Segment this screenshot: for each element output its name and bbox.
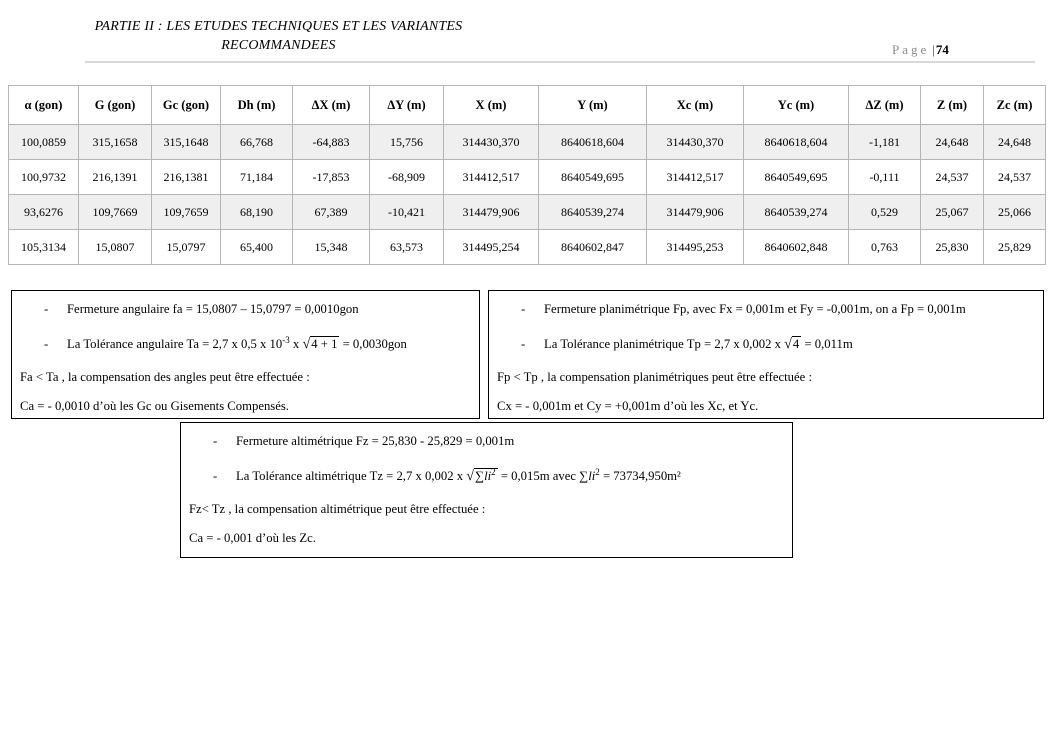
table-cell: 315,1658 [79,125,152,160]
planimetric-correction-text: Cx = - 0,001m et Cy = +0,001m d’où les Xc, et Yc. [497,399,759,413]
altimetric-correction-text: Ca = - 0,001 d’où les Zc. [189,531,316,545]
planimetric-tolerance-line [489,336,1037,353]
table-cell: 15,348 [293,230,370,265]
page-word: Page [892,42,930,57]
table-cell: -64,883 [293,125,370,160]
planimetric-closure-text: Fermeture planimétrique Fp, avec Fx = 0,001m et Fy = -0,001m, on a Fp = 0,001m [544,302,966,316]
altimetric-closure-box [180,422,793,558]
table-cell: -10,421 [370,195,444,230]
column-header: Yc (m) [744,86,849,125]
bullet-dash: - [521,337,526,351]
table-cell: -1,181 [849,125,921,160]
altimetric-tolerance-formula: La Tolérance altimétrique Tz = 2,7 x 0,002 x $√\sum li^2 = 0,015m$ avec $\sum li^2 = 73734,950m^2$ [236,466,681,484]
table-cell: 8640549,695 [539,160,647,195]
bullet-dash: - [44,337,49,351]
column-header: X (m) [444,86,539,125]
table-row [9,230,1046,265]
angular-tolerance-line [12,336,473,353]
table-cell: 216,1391 [79,160,152,195]
planimetric-compensation-text: Fp < Tp , la compensation planimétriques peut être effectuée : [497,370,812,384]
table-cell: 25,830 [921,230,984,265]
table-cell: 24,648 [984,125,1046,160]
bullet-dash: - [44,302,49,316]
exponent: 2 [595,466,600,477]
table-cell: 8640539,274 [744,195,849,230]
angular-closure-text: Fermeture angulaire fa = 15,0807 – 15,0797 = 0,0010gon [67,302,359,316]
page-number: 74 [935,42,949,57]
planimetric-closure-line [489,301,1037,318]
column-header: Dh (m) [221,86,293,125]
bullet-dash: - [213,434,218,448]
radicand: 4 + 1 [311,337,338,351]
table-body [9,125,1046,265]
table-cell: 8640618,604 [744,125,849,160]
exponent: 2 [491,466,496,477]
table-cell: 8640602,848 [744,230,849,265]
document-title-line1: PARTIE II : LES ETUDES TECHNIQUES ET LES VARIANTES [94,19,463,34]
table-cell: 100,9732 [9,160,79,195]
column-header: Y (m) [539,86,647,125]
table-cell: 314412,517 [444,160,539,195]
angular-closure-line [12,301,473,318]
table-cell: 314479,906 [444,195,539,230]
table-cell: 25,066 [984,195,1046,230]
table-cell: 0,529 [849,195,921,230]
table-cell: -68,909 [370,160,444,195]
table-cell: 314495,253 [647,230,744,265]
page-separator: | [932,42,935,57]
traverse-table [8,85,1046,265]
table-row [9,160,1046,195]
table-cell: 67,389 [293,195,370,230]
column-header: Gc (gon) [152,86,221,125]
table-row [9,195,1046,230]
angular-closure-box [11,290,480,419]
table-cell: 25,829 [984,230,1046,265]
column-header: ΔZ (m) [849,86,921,125]
column-header: G (gon) [79,86,152,125]
table-cell: 15,756 [370,125,444,160]
altimetric-closure-line [181,433,786,450]
table-cell: 8640549,695 [744,160,849,195]
altimetric-closure-text: Fermeture altimétrique Fz = 25,830 - 25,829 = 0,001m [236,434,515,448]
bullet-dash: - [521,302,526,316]
column-header: Xc (m) [647,86,744,125]
table-cell: 24,648 [921,125,984,160]
table-cell: 68,190 [221,195,293,230]
column-header: Z (m) [921,86,984,125]
table-cell: 65,400 [221,230,293,265]
table-cell: 314479,906 [647,195,744,230]
angular-compensation-text: Fa < Ta , la compensation des angles peut être effectuée : [20,370,310,384]
table-cell: -17,853 [293,160,370,195]
table-cell: 109,7659 [152,195,221,230]
table-cell: 24,537 [984,160,1046,195]
sqrt-icon: √ [784,336,792,352]
radicand: 4 [792,337,800,351]
column-header: α (gon) [9,86,79,125]
bullet-dash: - [213,469,218,483]
page-indicator [892,42,949,58]
column-header: Zc (m) [984,86,1046,125]
planimetric-closure-box [488,290,1044,419]
table-cell: 66,768 [221,125,293,160]
column-header: ΔX (m) [293,86,370,125]
sqrt-icon: √ [466,468,475,484]
table-cell: 109,7669 [79,195,152,230]
table-header-row [9,86,1046,125]
table-cell: 63,573 [370,230,444,265]
altimetric-tolerance-line [181,468,786,485]
planimetric-tolerance-formula: La Tolérance planimétrique Tp = 2,7 x 0,002 x √4 = 0,011m [544,336,853,352]
table-cell: 25,067 [921,195,984,230]
table-row [9,125,1046,160]
table-cell: 24,537 [921,160,984,195]
table-cell: 314412,517 [647,160,744,195]
sqrt-icon: √ [302,336,311,352]
table-cell: -0,111 [849,160,921,195]
document-title [62,17,495,55]
table-cell: 105,3134 [9,230,79,265]
table-cell: 100,0859 [9,125,79,160]
table-cell: 15,0807 [79,230,152,265]
exponent: -3 [282,334,290,345]
table-cell: 0,763 [849,230,921,265]
table-cell: 8640618,604 [539,125,647,160]
radicand: $\sum li^2$ [475,466,496,483]
column-header: ΔY (m) [370,86,444,125]
table-cell: 71,184 [221,160,293,195]
table-cell: 93,6276 [9,195,79,230]
header-divider [85,61,1035,63]
table-cell: 314430,370 [647,125,744,160]
table-cell: 216,1381 [152,160,221,195]
table-cell: 8640602,847 [539,230,647,265]
altimetric-compensation-text: Fz< Tz , la compensation altimétrique peut être effectuée : [189,502,486,516]
table-cell: 315,1648 [152,125,221,160]
document-title-line2: RECOMMANDEES [221,38,336,53]
table-cell: 8640539,274 [539,195,647,230]
table-cell: 314495,254 [444,230,539,265]
angular-tolerance-formula: La Tolérance angulaire Ta = 2,7 x 0,5 x $10^{-3}$ x √4 + 1 = 0,0030gon [67,334,407,352]
table-cell: 314430,370 [444,125,539,160]
table-cell: 15,0797 [152,230,221,265]
angular-correction-text: Ca = - 0,0010 d’où les Gc ou Gisements Compensés. [20,399,289,413]
